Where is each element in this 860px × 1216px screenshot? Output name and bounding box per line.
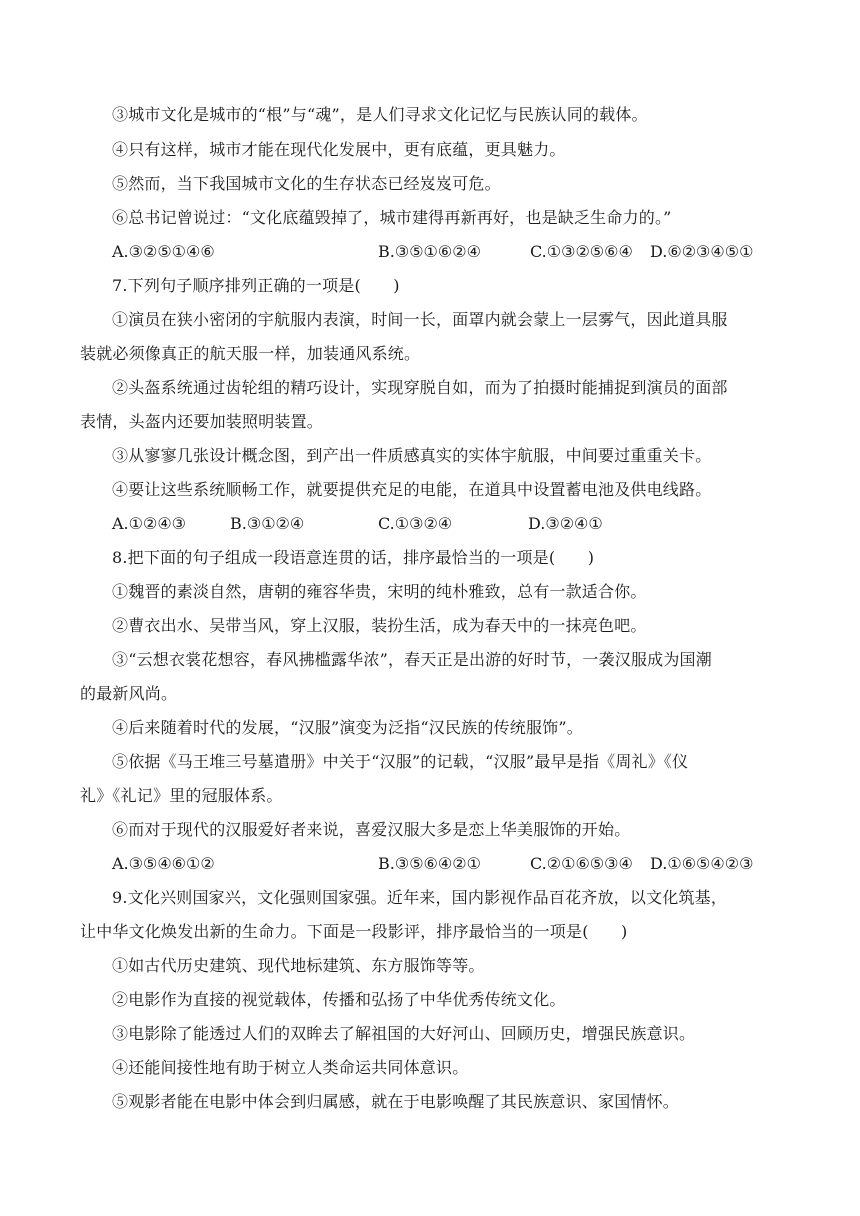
q8-sentence-3a: ③“云想衣裳花想容，春风拂槛露华浓”，春天正是出游的好时节，一袭汉服成为国潮 xyxy=(112,650,712,669)
q8-sentence-4: ④后来随着时代的发展，“汉服”演变为泛指“汉民族的传统服饰”。 xyxy=(112,718,583,737)
q6-sentence-5: ⑤然而，当下我国城市文化的生存状态已经岌岌可危。 xyxy=(112,174,501,193)
q6-sentence-4: ④只有这样，城市才能在现代化发展中，更有底蕴，更具魅力。 xyxy=(112,140,566,159)
q8-option-b: B.③⑤⑥④②① xyxy=(378,854,481,873)
q7-sentence-1a: ①演员在狭小密闭的宇航服内表演，时间一长，面罩内就会蒙上一层雾气，因此道具服 xyxy=(112,310,728,329)
q7-sentence-1b: 装就必须像真正的航天服一样，加装通风系统。 xyxy=(80,344,421,363)
q8-sentence-3b: 的最新风尚。 xyxy=(80,684,178,703)
q6-option-a: A.③②⑤①④⑥ xyxy=(112,242,215,261)
q7-option-d: D.③②④① xyxy=(528,514,603,533)
q9-stem-a: 9.文化兴则国家兴，文化强则国家强。近年来，国内影视作品百花齐放，以文化筑基， xyxy=(112,888,728,907)
q6-option-b: B.③⑤①⑥②④ xyxy=(378,242,481,261)
q8-option-c: C.②①⑥⑤③④ xyxy=(530,854,633,873)
q9-sentence-2: ②电影作为直接的视觉载体，传播和弘扬了中华优秀传统文化。 xyxy=(112,990,566,1009)
q8-sentence-5a: ⑤依据《马王堆三号墓遣册》中关于“汉服”的记载，“汉服”最早是指《周礼》《仪 xyxy=(112,752,689,771)
q7-option-c: C.①③②④ xyxy=(378,514,453,533)
q8-sentence-5b: 礼》《礼记》里的冠服体系。 xyxy=(80,786,283,805)
q8-sentence-2: ②曹衣出水、吴带当风，穿上汉服，装扮生活，成为春天中的一抹亮色吧。 xyxy=(112,616,647,635)
q6-option-d: D.⑥②③④⑤① xyxy=(650,242,754,261)
q6-option-c: C.①③②⑤⑥④ xyxy=(530,242,633,261)
q6-sentence-6: ⑥总书记曾说过：“文化底蕴毁掉了，城市建得再新再好，也是缺乏生命力的。” xyxy=(112,208,672,227)
q7-sentence-2b: 表情，头盔内还要加装照明装置。 xyxy=(80,412,324,431)
q9-sentence-1: ①如古代历史建筑、现代地标建筑、东方服饰等等。 xyxy=(112,956,485,975)
q7-sentence-4: ④要让这些系统顺畅工作，就要提供充足的电能，在道具中设置蓄电池及供电线路。 xyxy=(112,480,712,499)
q9-sentence-5: ⑤观影者能在电影中体会到归属感，就在于电影唤醒了其民族意识、家国情怀。 xyxy=(112,1092,680,1111)
q7-stem: 7.下列句子顺序排列正确的一项是( ) xyxy=(112,276,400,295)
q9-sentence-4: ④还能间接性地有助于树立人类命运共同体意识。 xyxy=(112,1058,469,1077)
q6-sentence-3: ③城市文化是城市的“根”与“魂”，是人们寻求文化记忆与民族认同的载体。 xyxy=(112,105,648,124)
q8-option-a: A.③⑤④⑥①② xyxy=(112,854,215,873)
q7-sentence-2a: ②头盔系统通过齿轮组的精巧设计，实现穿脱自如，而为了拍摄时能捕捉到演员的面部 xyxy=(112,378,728,397)
q8-sentence-1: ①魏晋的素淡自然，唐朝的雍容华贵，宋明的纯朴雅致，总有一款适合你。 xyxy=(112,582,647,601)
q9-sentence-3: ③电影除了能透过人们的双眸去了解祖国的大好河山、回顾历史，增强民族意识。 xyxy=(112,1024,696,1043)
q8-stem: 8.把下面的句子组成一段语意连贯的话，排序最恰当的一项是( ) xyxy=(112,548,595,567)
q8-option-d: D.①⑥⑤④②③ xyxy=(650,854,754,873)
q9-stem-b: 让中华文化焕发出新的生命力。下面是一段影评，排序最恰当的一项是( ) xyxy=(80,922,628,941)
q7-option-a: A.①②④③ xyxy=(112,514,187,533)
q7-option-b: B.③①②④ xyxy=(230,514,305,533)
q7-sentence-3: ③从寥寥几张设计概念图，到产出一件质感真实的实体宇航服，中间要过重重关卡。 xyxy=(112,446,712,465)
q8-sentence-6: ⑥而对于现代的汉服爱好者来说，喜爱汉服大多是恋上华美服饰的开始。 xyxy=(112,820,631,839)
